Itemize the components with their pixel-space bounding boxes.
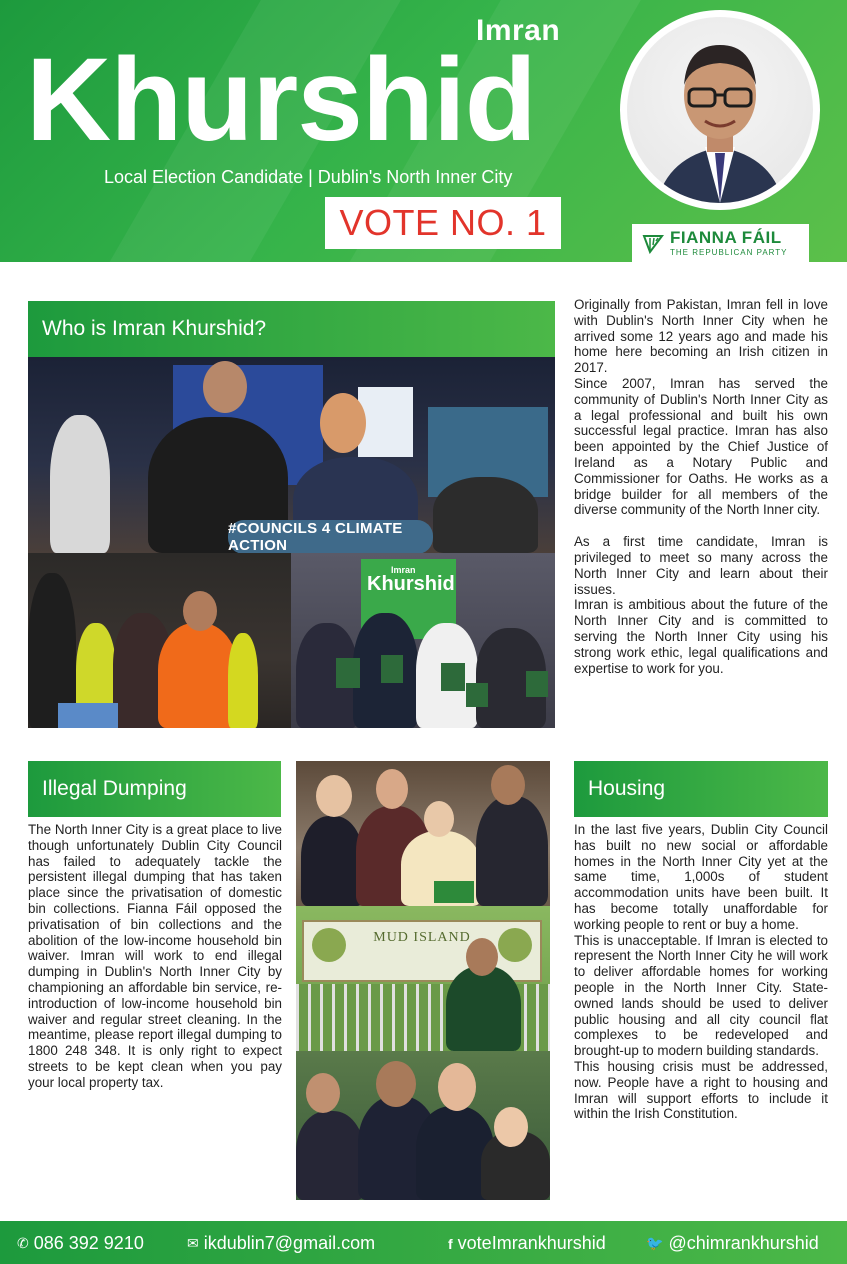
who-paragraph: As a first time candidate, Imran is privileged to meet so many across the North Inner City and learn about their issues. bbox=[574, 534, 828, 597]
twitter-handle: @chimrankhurshid bbox=[668, 1233, 819, 1253]
poster-first-name: Imran bbox=[391, 565, 416, 575]
portrait-illustration bbox=[627, 17, 813, 203]
leaflet bbox=[526, 671, 548, 697]
person-head bbox=[376, 1061, 416, 1107]
housing-paragraph: In the last five years, Dublin City Council has built no new social or affordable homes in the North Inner City yet at the same time, 1,000s of student accommodation units have been built. It has become totally unaffordable for working people to rent or buy a home. bbox=[574, 822, 828, 932]
phone-icon: ✆ bbox=[17, 1235, 29, 1251]
leaflet bbox=[441, 663, 465, 691]
candidate-first-name: Imran bbox=[476, 14, 561, 47]
vote-badge: VOTE NO. 1 bbox=[325, 197, 561, 249]
photo-mud-island bbox=[296, 906, 550, 1051]
person-head bbox=[203, 361, 247, 413]
who-paragraph: Imran is ambitious about the future of the North Inner City and is committed to serving the North Inner City using his strong work ethic, legal qualifications and expertise to work for you. bbox=[574, 597, 828, 676]
person-head bbox=[183, 591, 217, 631]
housing-text bbox=[574, 822, 828, 1122]
person bbox=[296, 1111, 364, 1200]
party-tagline: THE REPUBLICAN PARTY bbox=[670, 247, 788, 257]
photo-residents bbox=[296, 761, 550, 906]
candidate-portrait bbox=[620, 10, 820, 210]
person-head bbox=[316, 775, 352, 817]
housing-paragraph: This is unacceptable. If Imran is elected to represent the North Inner City he will work to deliver affordable homes for working people in the North Inner City. State-owned lands should be used to deliver public housing and all city council flat complexes to be redeveloped and brought-up to modern building standards. bbox=[574, 932, 828, 1059]
photo-party-leader bbox=[296, 1051, 550, 1200]
candidate-subtitle: Local Election Candidate | Dublin's North Inner City bbox=[104, 167, 513, 187]
party-name: FIANNA FÁIL bbox=[670, 227, 782, 247]
food-tray bbox=[58, 703, 118, 728]
who-heading: Who is Imran Khurshid? bbox=[28, 301, 555, 357]
person-head bbox=[491, 765, 525, 805]
photo-campaign-launch bbox=[291, 553, 555, 728]
phone-number: 086 392 9210 bbox=[33, 1233, 144, 1253]
housing-heading: Housing bbox=[574, 761, 828, 817]
event-sign bbox=[358, 387, 413, 457]
photo-climate-event bbox=[28, 357, 555, 553]
person-head bbox=[494, 1107, 528, 1147]
leaflet bbox=[466, 683, 488, 707]
sign-emblem bbox=[498, 928, 532, 962]
who-paragraph: Since 2007, Imran has served the community of Dublin's North Inner City as a legal professional and built his own successful legal practice. Imran has also been appointed by the Chief Justice of Ireland as a Notary Public and Commissioner for Oaths. He works as a bridge builder for all members of the diverse community of the North Inner city. bbox=[574, 375, 828, 518]
person-head bbox=[320, 393, 366, 453]
person-head bbox=[306, 1073, 340, 1113]
person bbox=[228, 633, 258, 728]
email-contact[interactable] bbox=[187, 1233, 375, 1254]
leaflet bbox=[434, 881, 474, 903]
leaflet bbox=[381, 655, 403, 683]
photo-food-kitchen bbox=[28, 553, 291, 728]
climate-action-banner: #COUNCILS 4 CLIMATE ACTION bbox=[228, 520, 433, 553]
who-text bbox=[574, 297, 828, 676]
facebook-contact[interactable] bbox=[448, 1233, 606, 1254]
facebook-icon: f bbox=[448, 1235, 453, 1252]
person bbox=[446, 966, 521, 1051]
person bbox=[301, 816, 363, 906]
housing-paragraph: This housing crisis must be addressed, now. People have a right to housing and Imran will support efforts to include it within the Irish Constitution. bbox=[574, 1058, 828, 1122]
twitter-icon: 🐦 bbox=[646, 1235, 664, 1251]
header-banner bbox=[0, 0, 847, 262]
dumping-paragraph: The North Inner City is a great place to live though unfortunately Dublin City Council has failed to adequately tackle the persistent illegal dumping that has taken place since the privatisation of domestic bin collections. Fianna Fáil opposed the privatisation of bin collections and the abolition of the low-income household bin waiver. Imran will work to end illegal dumping in Dublin's North Inner City by championing an affordable bin service, re-introduction of low-income household bin waiver and regular street cleaning. In the meantime, please report illegal dumping to 1800 248 348. It is only right to expect streets to be kept clean when you pay your local property tax. bbox=[28, 822, 282, 1090]
dumping-text bbox=[28, 822, 282, 1091]
person-head bbox=[424, 801, 454, 837]
dumping-heading: Illegal Dumping bbox=[28, 761, 281, 817]
sign-emblem bbox=[312, 928, 346, 962]
person bbox=[158, 623, 238, 728]
person-head bbox=[438, 1063, 476, 1111]
person bbox=[433, 477, 538, 553]
phone-contact[interactable] bbox=[17, 1233, 144, 1254]
harp-icon bbox=[642, 232, 664, 254]
poster-last-name: Khurshid bbox=[367, 573, 455, 595]
person bbox=[50, 415, 110, 553]
candidate-last-name: Khurshid bbox=[26, 34, 536, 166]
person bbox=[476, 796, 548, 906]
person-head bbox=[466, 938, 498, 976]
sign-title: MUD ISLAND bbox=[373, 930, 471, 945]
leaflet bbox=[336, 658, 360, 688]
email-icon: ✉ bbox=[187, 1235, 199, 1251]
party-logo bbox=[632, 224, 809, 262]
person-head bbox=[376, 769, 408, 809]
facebook-handle: voteImrankhurshid bbox=[457, 1233, 606, 1253]
email-address: ikdublin7@gmail.com bbox=[203, 1233, 376, 1253]
contact-footer bbox=[0, 1221, 847, 1264]
who-paragraph: Originally from Pakistan, Imran fell in love with Dublin's North Inner City when he arrived some 12 years ago and made his home here becoming an Irish citizen in 2017. bbox=[574, 297, 828, 376]
twitter-contact[interactable] bbox=[646, 1233, 819, 1254]
